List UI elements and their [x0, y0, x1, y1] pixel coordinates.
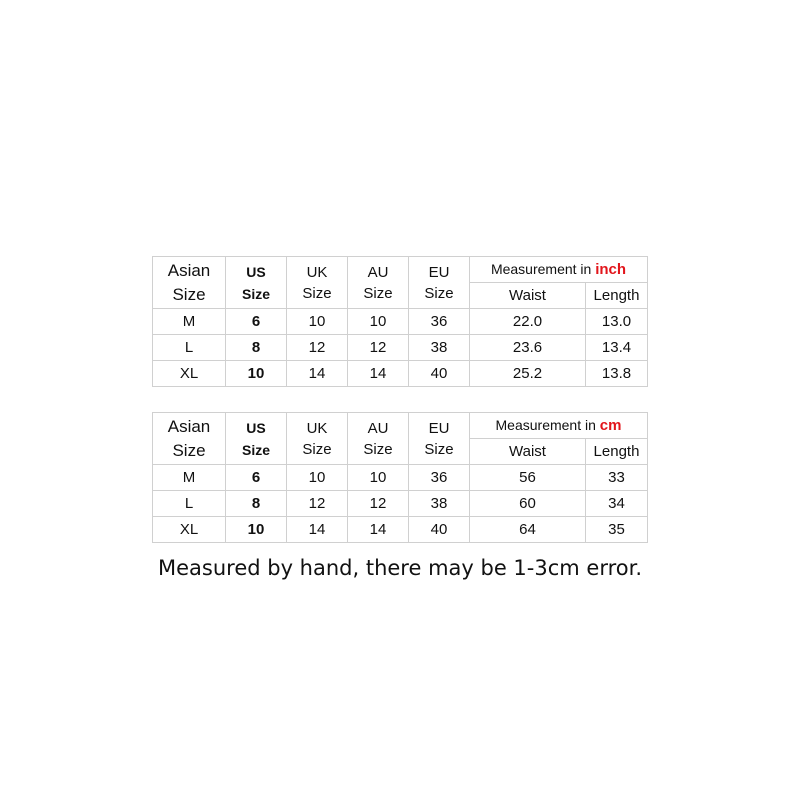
- table-row: [153, 361, 648, 387]
- header-eu-size: EU Size: [409, 257, 470, 309]
- cell-waist: 25.2: [470, 361, 586, 387]
- header-length: Length: [586, 439, 648, 465]
- cell-us: 10: [226, 517, 287, 543]
- cell-uk: 12: [287, 491, 348, 517]
- header-measurement: Measurement in cm: [470, 413, 648, 439]
- table-row: [153, 491, 648, 517]
- header-au-size: AU Size: [348, 257, 409, 309]
- header-measurement: Measurement in inch: [470, 257, 648, 283]
- header-us-size: US Size: [226, 413, 287, 465]
- header-waist: Waist: [470, 283, 586, 309]
- cell-waist: 23.6: [470, 335, 586, 361]
- cell-eu: 40: [409, 517, 470, 543]
- cell-uk: 10: [287, 465, 348, 491]
- cell-asian: L: [153, 335, 226, 361]
- unit-label: cm: [599, 417, 622, 434]
- cell-eu: 38: [409, 491, 470, 517]
- cell-uk: 10: [287, 309, 348, 335]
- table-row: [153, 465, 648, 491]
- cell-length: 13.0: [586, 309, 648, 335]
- cell-au: 10: [348, 465, 409, 491]
- cell-eu: 36: [409, 309, 470, 335]
- cell-waist: 64: [470, 517, 586, 543]
- header-waist: Waist: [470, 439, 586, 465]
- header-us-size: US Size: [226, 257, 287, 309]
- table-row: [153, 335, 648, 361]
- cell-uk: 14: [287, 361, 348, 387]
- cell-asian: M: [153, 465, 226, 491]
- header-length: Length: [586, 283, 648, 309]
- table-row: [153, 309, 648, 335]
- measurement-note: Measured by hand, there may be 1-3cm error.: [157, 556, 642, 580]
- cell-us: 8: [226, 335, 287, 361]
- cell-eu: 36: [409, 465, 470, 491]
- cell-eu: 40: [409, 361, 470, 387]
- cell-au: 12: [348, 335, 409, 361]
- unit-label: inch: [595, 261, 627, 278]
- cell-length: 13.8: [586, 361, 648, 387]
- cell-us: 8: [226, 491, 287, 517]
- cell-au: 14: [348, 517, 409, 543]
- cell-asian: M: [153, 309, 226, 335]
- cell-waist: 60: [470, 491, 586, 517]
- cell-asian: L: [153, 491, 226, 517]
- cell-us: 6: [226, 309, 287, 335]
- cell-uk: 12: [287, 335, 348, 361]
- size-chart-cm: [152, 412, 648, 543]
- cell-length: 34: [586, 491, 648, 517]
- header-asian-size: Asian Size: [153, 413, 226, 465]
- cell-us: 6: [226, 465, 287, 491]
- header-uk-size: UK Size: [287, 257, 348, 309]
- cell-au: 14: [348, 361, 409, 387]
- cell-us: 10: [226, 361, 287, 387]
- cell-waist: 56: [470, 465, 586, 491]
- cell-au: 10: [348, 309, 409, 335]
- cell-waist: 22.0: [470, 309, 586, 335]
- header-asian-size: Asian Size: [153, 257, 226, 309]
- cell-asian: XL: [153, 361, 226, 387]
- table-row: [153, 517, 648, 543]
- header-au-size: AU Size: [348, 413, 409, 465]
- cell-au: 12: [348, 491, 409, 517]
- cell-length: 35: [586, 517, 648, 543]
- cell-eu: 38: [409, 335, 470, 361]
- header-uk-size: UK Size: [287, 413, 348, 465]
- header-eu-size: EU Size: [409, 413, 470, 465]
- cell-length: 13.4: [586, 335, 648, 361]
- cell-asian: XL: [153, 517, 226, 543]
- cell-uk: 14: [287, 517, 348, 543]
- size-chart-inch: [152, 256, 648, 387]
- cell-length: 33: [586, 465, 648, 491]
